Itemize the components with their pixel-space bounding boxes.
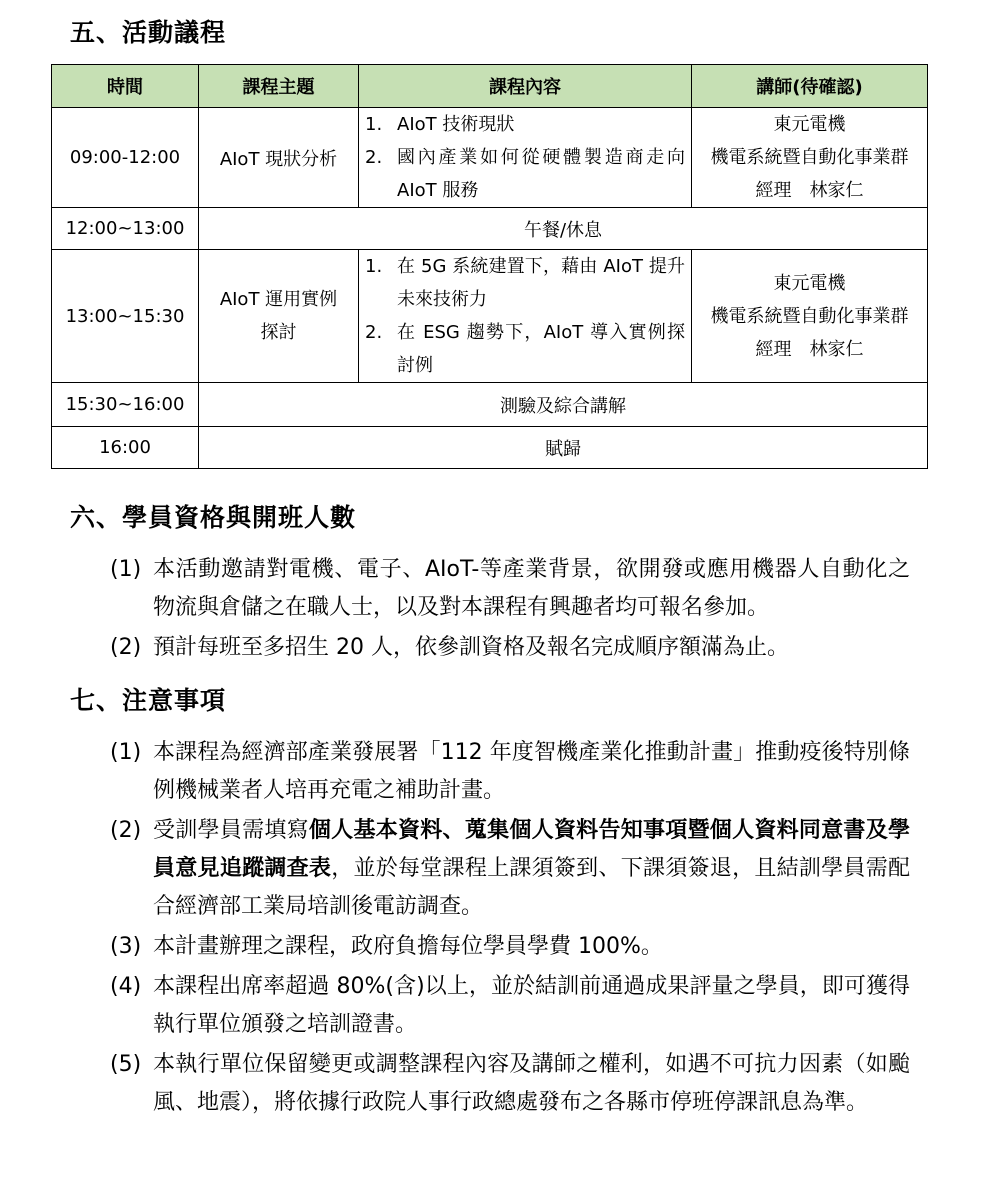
content-cell [359,108,692,208]
lecturer-name: 經理 林家仁 [755,338,864,360]
merged-content-cell: 賦歸 [199,427,928,469]
agenda-header-row [52,65,928,108]
content-cell [359,250,692,383]
topic-cell: AIoT 運用實例 探討 [199,250,359,383]
section-6-title: 六、學員資格與開班人數 [70,503,357,532]
list-item: (2) 受訓學員需填寫個人基本資料、蒐集個人資料告知事項暨個人資料同意書及學員意見追蹤調查表，並於每堂課程上課須簽到、下課須簽退，且結訓學員需配合經濟部工業局培訓後電訪調查。 [110,818,910,919]
list-item: (3) 本計畫辦理之課程，政府負擔每位學員學費 100%。 [110,934,663,959]
list-item: 2. 國內產業如何從硬體製造商走向 AIoT 服務 [365,147,685,201]
section-6-list [110,551,910,667]
list-item: (5) 本執行單位保留變更或調整課程內容及講師之權利，如遇不可抗力因素（如颱風、地震），將依據行政院人事行政總處發布之各縣市停班停課訊息為準。 [110,1052,910,1115]
time-cell: 16:00 [52,427,199,469]
list-item: 1. AIoT 技術現狀 [365,114,515,135]
topic-cell: AIoT 現狀分析 [199,108,359,208]
list-item: (2) 預計每班至多招生 20 人，依參訓資格及報名完成順序額滿為止。 [110,635,789,660]
list-item: 1. 在 5G 系統建置下，藉由 AIoT 提升未來技術力 [365,256,685,310]
merged-content-cell: 午餐/休息 [199,208,928,250]
list-item: (1) 本課程為經濟部產業發展署「112 年度智機產業化推動計畫」推動疫後特別條例機械業者人培再充電之補助計畫。 [110,740,910,803]
header-topic: 課程主題 [199,65,359,108]
lecturer-company: 東元電機 [773,272,846,294]
agenda-row [52,383,928,427]
content-list [365,250,685,382]
list-item: 2. 在 ESG 趨勢下，AIoT 導入實例探討例 [365,322,685,376]
lecturer-company: 東元電機 [773,114,846,135]
lecturer-cell [692,250,928,383]
time-cell: 15:30~16:00 [52,383,199,427]
list-item: (1) 本活動邀請對電機、電子、AIoT-等產業背景，欲開發或應用機器人自動化之物流與倉儲之在職人士，以及對本課程有興趣者均可報名參加。 [110,557,910,620]
bold-forms-list: 個人基本資料、蒐集個人資料告知事項暨個人資料同意書及學員意見追蹤調查表 [153,818,910,881]
content-list [365,108,685,207]
agenda-row [52,208,928,250]
lecturer-cell [692,108,928,208]
agenda-row [52,250,928,383]
header-lecturer: 講師(待確認) [692,65,928,108]
section-7-list [110,734,910,1122]
agenda-row [52,427,928,469]
agenda-row [52,108,928,208]
header-time: 時間 [52,65,199,108]
section-7-title: 七、注意事項 [70,686,227,715]
header-content: 課程內容 [359,65,692,108]
time-cell: 12:00~13:00 [52,208,199,250]
lecturer-department: 機電系統暨自動化事業群 [710,305,909,327]
time-cell: 09:00-12:00 [52,108,199,208]
lecturer-name: 經理 林家仁 [755,180,864,201]
agenda-table [51,64,928,469]
merged-content-cell: 測驗及綜合講解 [199,383,928,427]
lecturer-department: 機電系統暨自動化事業群 [710,147,909,168]
time-cell: 13:00~15:30 [52,250,199,383]
list-item: (4) 本課程出席率超過 80%(含)以上，並於結訓前通過成果評量之學員，即可獲得執行單位頒發之培訓證書。 [110,974,910,1037]
section-5-title: 五、活動議程 [70,18,227,47]
